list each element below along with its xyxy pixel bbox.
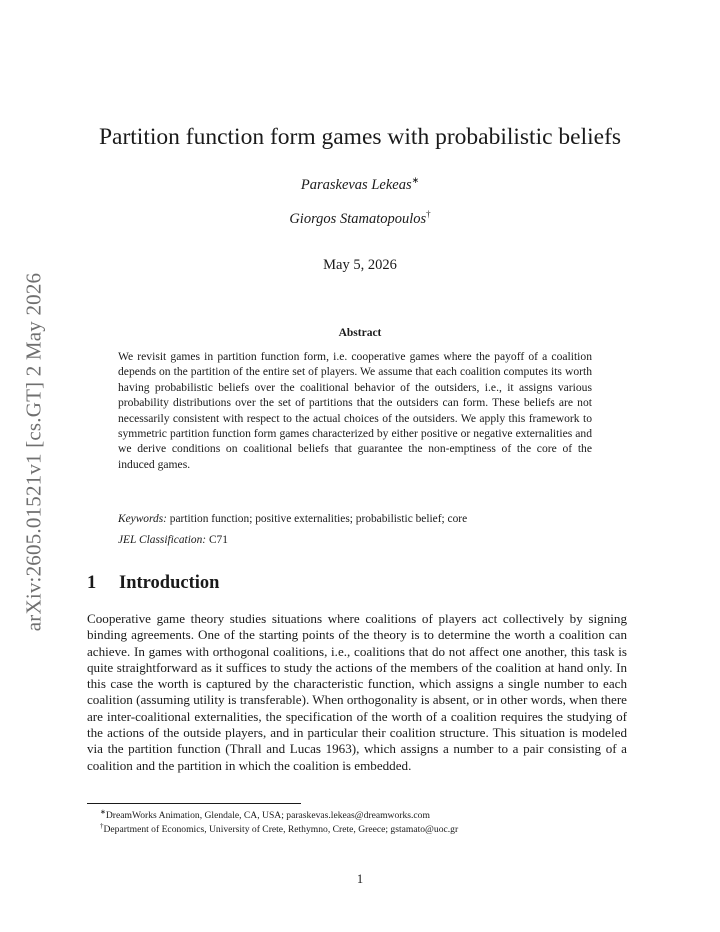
section-number: 1 [87, 573, 97, 593]
paper-date: May 5, 2026 [323, 257, 397, 273]
arxiv-identifier: arXiv:2605.01521v1 [cs.GT] 2 May 2026 [21, 272, 46, 632]
footnote-1-mark: ∗ [100, 808, 106, 816]
footnote-1-text: DreamWorks Animation, Glendale, CA, USA; paraskevas.lekeas@dreamworks.com [105, 810, 430, 822]
footnote-1 [100, 808, 640, 821]
author-1-name: Paraskevas Lekeas [300, 176, 412, 193]
abstract-text: We revisit games in partition function form, i.e. cooperative games where the payoff of a coalition depends on the partition of the entire set of players. We assume that each coalition computes its worth having probabilistic beliefs over the coalitional behavior of the outsiders, i.e., it assigns various probability distributions over the set of partitions that the outsiders can form. These beliefs are not necessarily consistent with respect to the actual choices of the outsiders. We apply this framework to symmetric partition function form games characterized by either positive or negative externalities and we derive conditions on coalitional beliefs that guarantee the non-emptiness of the core of the induced games. [118, 350, 592, 471]
jel-classification-line [118, 534, 592, 546]
keywords-line [118, 513, 592, 525]
section-title: Introduction [119, 573, 220, 593]
author-2-footnote-mark: † [426, 209, 431, 219]
keywords-label: Keywords: [118, 513, 167, 525]
abstract-heading: Abstract [338, 327, 382, 339]
author-1-footnote-mark: ∗ [411, 175, 420, 185]
author-2-name: Giorgos Stamatopoulos [289, 210, 427, 227]
page-number: 1 [356, 872, 364, 886]
keywords-text: partition function; positive externalities; probabilistic belief; core [169, 513, 468, 525]
jel-label: JEL Classification: [118, 534, 207, 546]
footnote-2-mark: † [100, 822, 104, 830]
introduction-paragraph: Cooperative game theory studies situations where coalitions of players act collectively by signing binding agreements. One of the starting points of the theory is to determine the worth a coalition can achieve. In games with orthogonal coalitions, i.e., coalitions that do not affect one another, this task is quite straightforward as it suffices to study the actions of the members of the coalition at hand only. In this case the worth is captured by the characteristic function, which assigns a single number to each coalition (assuming utility is transferable). When orthogonality is absent, or in other words, when there are inter-coalitional externalities, the specification of the worth of a coalition requires the studying of the actions of the outside players, and in particular their coalition structure. This situation is modeled via the partition function (Thrall and Lucas 1963), which assigns a number to a pair consisting of a coalition and the partition in which the coalition is embedded. [87, 611, 627, 773]
footnote-divider [87, 803, 301, 804]
footnote-2-text: Department of Economics, University of Crete, Rethymno, Crete, Greece; gstamato@uoc.gr [103, 824, 459, 836]
footnote-2 [100, 822, 640, 835]
jel-code: C71 [208, 534, 228, 546]
author-1 [0, 175, 720, 194]
paper-title: Partition function form games with probabilistic beliefs [98, 124, 622, 150]
author-2 [0, 209, 720, 228]
section-heading [87, 573, 219, 594]
